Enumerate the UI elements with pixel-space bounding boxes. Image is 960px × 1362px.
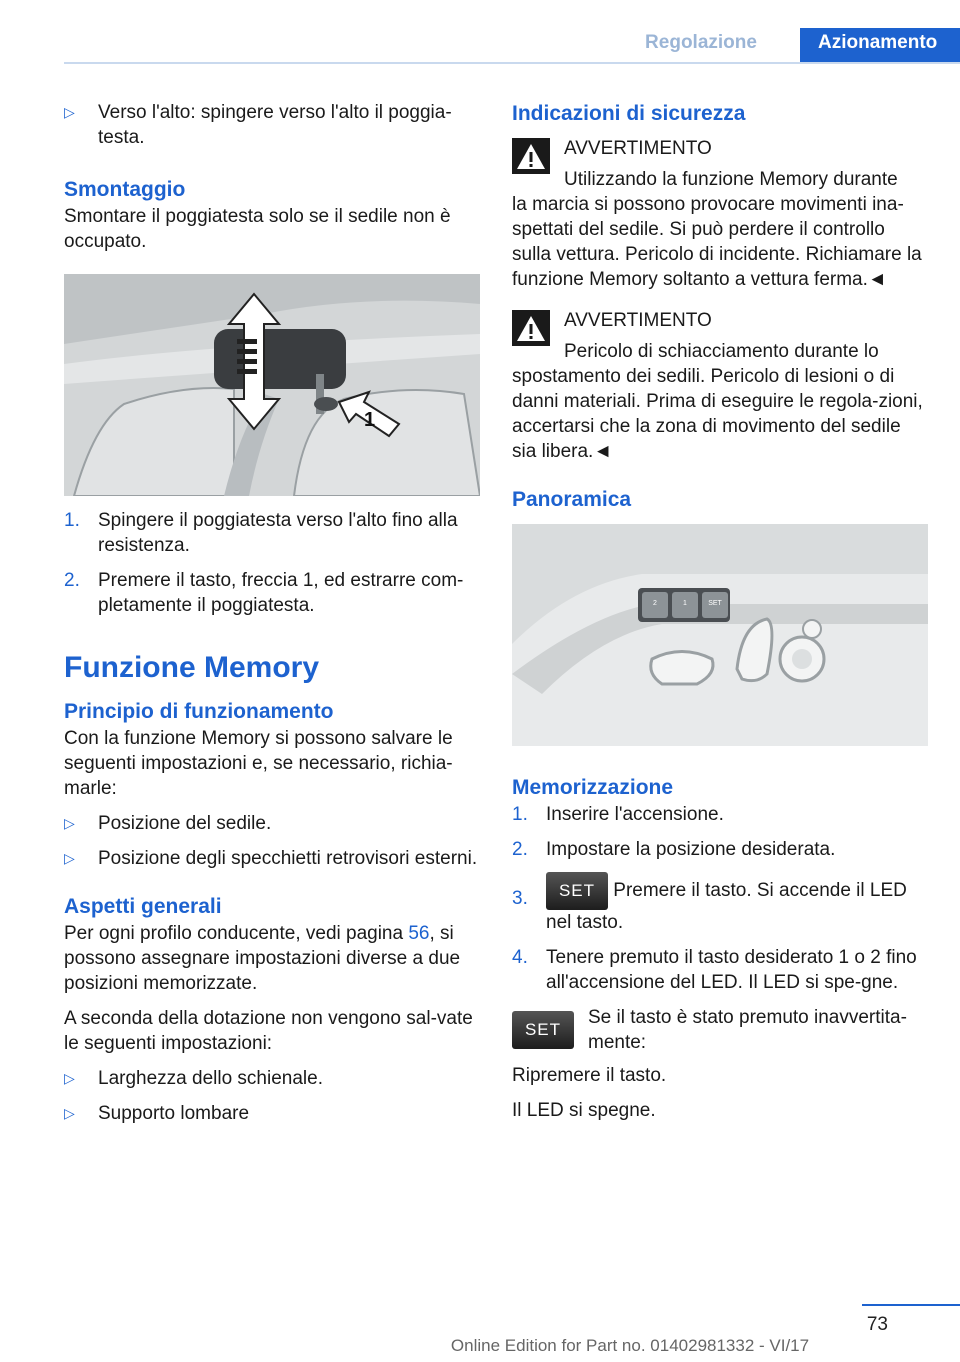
tab-azionamento[interactable]: Azionamento bbox=[800, 28, 960, 62]
seat-controls-image bbox=[512, 524, 928, 746]
page-header bbox=[64, 28, 960, 64]
list-item: 2. Impostare la posizione desiderata. bbox=[512, 839, 836, 860]
principio-text: Con la funzione Memory si possono salvare le seguenti impostazioni e, se necessario, richia-marle: bbox=[64, 728, 453, 799]
edition-footer: Online Edition for Part no. 01402981332 - VI/17 bbox=[450, 1336, 810, 1355]
footer-rule bbox=[862, 1304, 960, 1306]
list-item: 1. Inserire l'accensione. bbox=[512, 804, 724, 825]
headrest-illustration bbox=[64, 274, 480, 496]
left-column bbox=[64, 100, 480, 1136]
aspetti-text-2: A seconda della dotazione non vengono sal-vate le seguenti impostazioni: bbox=[64, 1008, 473, 1054]
headrest-image bbox=[64, 274, 480, 496]
ripremere-text: Ripremere il tasto. bbox=[512, 1065, 667, 1086]
principio-heading: Principio di funzionamento bbox=[64, 700, 334, 723]
list-item: ▷ Verso l'alto: spingere verso l'alto il poggia-testa. bbox=[64, 102, 452, 148]
smontaggio-text: Smontare il poggiatesta solo se il sedile non è occupato. bbox=[64, 206, 451, 252]
list-item: ▷ Posizione degli specchietti retrovisori esterni. bbox=[64, 848, 478, 869]
panoramica-heading: Panoramica bbox=[512, 488, 632, 511]
warning-label: AVVERTIMENTO bbox=[564, 310, 712, 331]
list-item: ▷ Posizione del sedile. bbox=[64, 813, 272, 834]
aspetti-text: Per ogni profilo conducente, vedi pagina 56, si possono assegnare impostazioni diverse a due posizioni memorizzate. bbox=[64, 923, 461, 994]
list-item: ▷ Supporto lombare bbox=[64, 1103, 250, 1124]
smontaggio-heading: Smontaggio bbox=[64, 178, 186, 201]
panel-label-1: 1 bbox=[683, 600, 687, 607]
triangle-bullet-icon: ▷ bbox=[64, 1105, 75, 1121]
page-number: 73 bbox=[866, 1314, 888, 1335]
memorizzazione-heading: Memorizzazione bbox=[512, 776, 674, 799]
triangle-bullet-icon: ▷ bbox=[64, 850, 75, 866]
warning-block-1: AVVERTIMENTO Utilizzando la funzione Memory durante la marcia si possono provocare movimenti ina-spettati del sedile. Si può perdere il controllo sulla vettura. Pericolo di incidente. Richiamare la funzione Memory soltanto a vettura ferma.◄ bbox=[512, 136, 928, 292]
aspetti-heading: Aspetti generali bbox=[64, 895, 222, 918]
triangle-bullet-icon: ▷ bbox=[64, 1070, 75, 1086]
note-block: SET Se il tasto è stato premuto inavvertita-mente: bbox=[512, 1005, 928, 1055]
warning-block-2: AVVERTIMENTO Pericolo di schiacciamento durante lo spostamento dei sedili. Pericolo di lesioni o di danni materiali. Prima di eseguire le regola-zioni, accertarsi che la zona di movimento del sedile sia libera.◄ bbox=[512, 308, 928, 464]
list-item: 2. Premere il tasto, freccia 1, ed estrarre com-pletamente il poggiatesta. bbox=[64, 570, 464, 616]
seat-controls-illustration bbox=[512, 524, 928, 746]
right-column bbox=[512, 100, 928, 1133]
led-off-text: Il LED si spegne. bbox=[512, 1100, 656, 1121]
list-item: 4. Tenere premuto il tasto desiderato 1 o 2 fino all'accensione del LED. Il LED si spe-gne. bbox=[512, 947, 917, 993]
tab-regolazione[interactable]: Regolazione bbox=[645, 32, 757, 53]
triangle-bullet-icon: ▷ bbox=[64, 815, 75, 831]
panel-label-set: SET bbox=[708, 600, 722, 607]
warning-icon bbox=[512, 310, 550, 346]
panel-label-2: 2 bbox=[653, 600, 657, 607]
list-item: ▷ Larghezza dello schienale. bbox=[64, 1068, 323, 1089]
triangle-bullet-icon: ▷ bbox=[64, 104, 75, 120]
list-item: 3. SET Premere il tasto. Si accende il LED nel tasto. bbox=[512, 872, 928, 935]
warning-icon bbox=[512, 138, 550, 174]
memory-heading: Funzione Memory bbox=[64, 651, 320, 684]
page-link[interactable]: 56 bbox=[408, 923, 430, 944]
sicurezza-heading: Indicazioni di sicurezza bbox=[512, 102, 746, 125]
set-button-icon: SET bbox=[512, 1011, 574, 1049]
set-button-icon: SET bbox=[546, 872, 608, 910]
warning-label: AVVERTIMENTO bbox=[564, 138, 712, 159]
arrow-label: 1 bbox=[364, 409, 376, 431]
list-item: 1. Spingere il poggiatesta verso l'alto fino alla resistenza. bbox=[64, 510, 458, 556]
